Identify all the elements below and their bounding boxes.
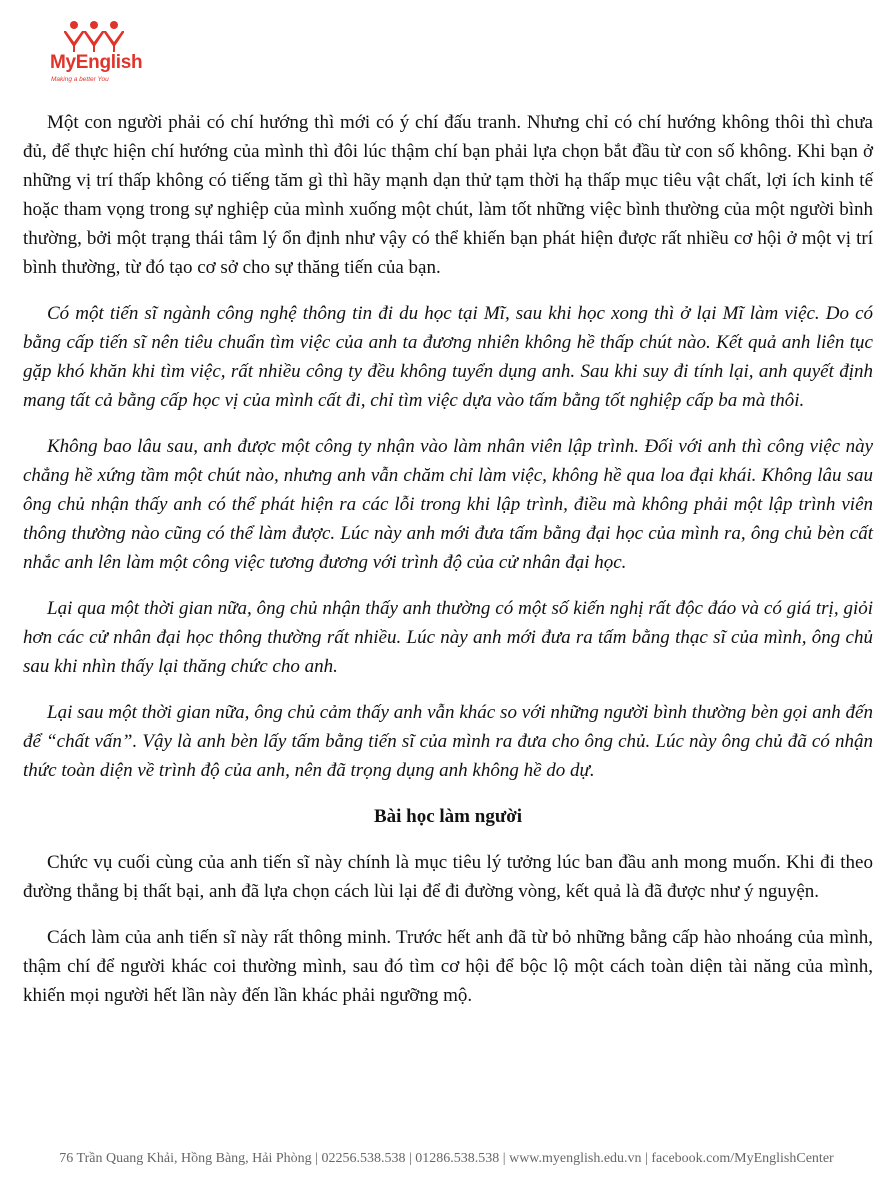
story-paragraph: Lại sau một thời gian nữa, ông chủ cảm thấy anh vẫn khác so với những người bình thường bèn gọi anh đến để “chất vấn”. Vậy là anh bèn lấy tấm bằng tiến sĩ của mình ra đưa cho ông chủ. Lúc này ông chủ đã có nhận thức toàn diện về trình độ của anh, nên đã trọng dụng anh không hề do dự. [23,702,873,781]
page-footer: 76 Trần Quang Khải, Hồng Bàng, Hải Phòng | 02256.538.538 | 01286.538.538 | www.myenglish.edu.vn | facebook.com/MyEnglishCenter [59,1151,834,1166]
myenglish-logo [50,20,160,90]
article-body [23,108,873,1027]
section-heading: Bài học làm người [373,806,523,827]
story-paragraph: Không bao lâu sau, anh được một công ty nhận vào làm nhân viên lập trình. Đối với anh thì công việc này chẳng hề xứng tầm một chút nào, nhưng anh vẫn chăm chỉ làm việc, không hề qua loa đại khái. Không lâu sau ông chủ nhận thấy anh có thể phát hiện ra các lỗi trong khi lập trình, điều mà không phải một lập trình viên thông thường nào cũng có thể làm được. Lúc này anh mới đưa tấm bằng đại học của mình ra, ông chủ bèn cất nhắc anh lên làm một công việc tương đương với trình độ của cử nhân đại học. [23,436,873,573]
story-paragraph: Lại qua một thời gian nữa, ông chủ nhận thấy anh thường có một số kiến nghị rất độc đáo và có giá trị, giỏi hơn các cử nhân đại học thông thường rất nhiều. Lúc này anh mới đưa ra tấm bằng thạc sĩ của mình, ông chủ sau khi nhìn thấy lại thăng chức cho anh. [23,598,873,677]
lesson-paragraph: Chức vụ cuối cùng của anh tiến sĩ này chính là mục tiêu lý tưởng lúc ban đầu anh mong muốn. Khi đi theo đường thẳng bị thất bại, anh đã lựa chọn cách lùi lại để đi đường vòng, kết quả là đã được như ý nguyện. [23,852,873,902]
three-people-logo-icon [64,20,124,52]
lesson-paragraph: Cách làm của anh tiến sĩ này rất thông minh. Trước hết anh đã từ bỏ những bằng cấp hào nhoáng của mình, thậm chí để người khác coi thường mình, sau đó tìm cơ hội để bộc lộ một cách toàn diện tài năng của mình, khiến mọi người hết lần này đến lần khác phải ngưỡng mộ. [23,927,873,1006]
logo-name: MyEnglish [50,52,143,73]
intro-paragraph: Một con người phải có chí hướng thì mới có ý chí đấu tranh. Nhưng chỉ có chí hướng không thôi thì chưa đủ, để thực hiện chí hướng của mình thì đôi lúc thậm chí bạn phải lựa chọn bắt đầu từ con số không. Khi bạn ở những vị trí thấp không có tiếng tăm gì thì hãy mạnh dạn thử tạm thời hạ thấp mục tiêu vật chất, lợi ích kinh tế hoặc tham vọng trong sự nghiệp của mình xuống một chút, làm tốt những việc bình thường của một người bình thường, bởi một trạng thái tâm lý ổn định như vậy có thể khiến bạn phát hiện được rất nhiều cơ hội ở một vị trí bình thường, từ đó tạo cơ sở cho sự thăng tiến của bạn. [23,112,873,278]
logo-tagline: Making a better You [51,76,109,83]
story-paragraph: Có một tiến sĩ ngành công nghệ thông tin đi du học tại Mĩ, sau khi học xong thì ở lại Mĩ làm việc. Do có bằng cấp tiến sĩ nên tiêu chuẩn tìm việc của anh ta đương nhiên không hề thấp chút nào. Kết quả anh liên tục gặp khó khăn khi tìm việc, rất nhiều công ty đều không tuyển dụng anh. Sau khi suy đi tính lại, anh quyết định mang tất cả bằng cấp học vị của mình cất đi, chỉ tìm việc dựa vào tấm bằng tốt nghiệp cấp ba mà thôi. [23,303,873,411]
